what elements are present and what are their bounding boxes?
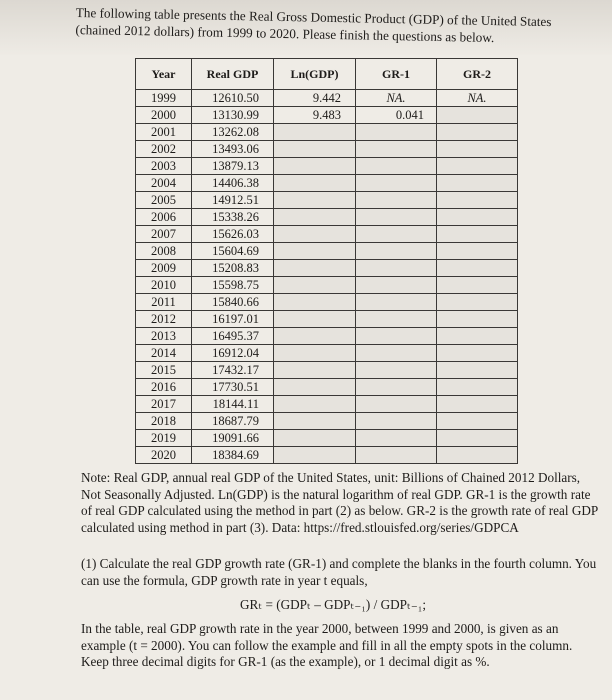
header-gr2: GR-2: [437, 59, 518, 90]
cell-ln-gdp: [274, 277, 356, 294]
cell-year: 2017: [136, 396, 192, 413]
cell-year: 2016: [136, 379, 192, 396]
table-row: [136, 379, 518, 396]
table-row: [136, 277, 518, 294]
cell-year: 2005: [136, 192, 192, 209]
table-row: [136, 362, 518, 379]
cell-real-gdp: 16197.01: [192, 311, 274, 328]
cell-real-gdp: 18687.79: [192, 413, 274, 430]
cell-gr2: [437, 226, 518, 243]
table-row: [136, 328, 518, 345]
cell-real-gdp: 16495.37: [192, 328, 274, 345]
table-row: [136, 158, 518, 175]
cell-gr1: [356, 243, 437, 260]
table-row: [136, 192, 518, 209]
cell-ln-gdp: [274, 345, 356, 362]
header-year: Year: [136, 59, 192, 90]
cell-ln-gdp: [274, 430, 356, 447]
cell-ln-gdp: [274, 379, 356, 396]
table-row: [136, 226, 518, 243]
cell-gr1: [356, 226, 437, 243]
table-row: [136, 107, 518, 124]
cell-year: 2018: [136, 413, 192, 430]
cell-real-gdp: 12610.50: [192, 90, 274, 107]
cell-gr1: [356, 345, 437, 362]
cell-gr1: [356, 209, 437, 226]
gdp-table: [135, 58, 518, 464]
cell-gr2: [437, 430, 518, 447]
cell-real-gdp: 15338.26: [192, 209, 274, 226]
cell-gr2: [437, 158, 518, 175]
cell-year: 2019: [136, 430, 192, 447]
cell-gr1: [356, 396, 437, 413]
cell-gr2: [437, 175, 518, 192]
cell-gr2: [437, 209, 518, 226]
cell-ln-gdp: 9.483: [274, 107, 356, 124]
table-row: [136, 90, 518, 107]
cell-real-gdp: 13262.08: [192, 124, 274, 141]
table-row: [136, 260, 518, 277]
cell-gr1: [356, 175, 437, 192]
cell-ln-gdp: [274, 396, 356, 413]
cell-gr2: [437, 192, 518, 209]
cell-year: 2020: [136, 447, 192, 464]
cell-ln-gdp: 9.442: [274, 90, 356, 107]
cell-gr2: [437, 396, 518, 413]
cell-gr1: [356, 413, 437, 430]
cell-gr2: [437, 277, 518, 294]
growth-rate-formula: GRₜ = (GDPₜ – GDPₜ₋₁) / GDPₜ₋₁;: [240, 597, 427, 612]
cell-gr1: [356, 192, 437, 209]
header-real-gdp: Real GDP: [192, 59, 274, 90]
cell-real-gdp: 13130.99: [192, 107, 274, 124]
cell-year: 2011: [136, 294, 192, 311]
cell-year: 2006: [136, 209, 192, 226]
cell-year: 2002: [136, 141, 192, 158]
cell-real-gdp: 17730.51: [192, 379, 274, 396]
cell-ln-gdp: [274, 328, 356, 345]
cell-real-gdp: 16912.04: [192, 345, 274, 362]
cell-ln-gdp: [274, 226, 356, 243]
cell-year: 2008: [136, 243, 192, 260]
cell-gr2: [437, 379, 518, 396]
cell-gr2: [437, 294, 518, 311]
cell-year: 2001: [136, 124, 192, 141]
cell-year: 2012: [136, 311, 192, 328]
question-1-text: (1) Calculate the real GDP growth rate (GR-1) and complete the blanks in the fourth column. You can use the formula, GDP growth rate in year t equals,: [81, 556, 597, 588]
cell-real-gdp: 13879.13: [192, 158, 274, 175]
cell-gr2: NA.: [437, 90, 518, 107]
cell-gr2: [437, 362, 518, 379]
table-row: [136, 175, 518, 192]
cell-real-gdp: 15208.83: [192, 260, 274, 277]
cell-year: 2003: [136, 158, 192, 175]
cell-gr2: [437, 243, 518, 260]
cell-gr1: [356, 158, 437, 175]
cell-real-gdp: 19091.66: [192, 430, 274, 447]
cell-gr1: [356, 328, 437, 345]
cell-real-gdp: 15598.75: [192, 277, 274, 294]
cell-real-gdp: 15626.03: [192, 226, 274, 243]
cell-gr2: [437, 328, 518, 345]
cell-gr2: [437, 447, 518, 464]
table-row: [136, 413, 518, 430]
cell-year: 2015: [136, 362, 192, 379]
cell-real-gdp: 17432.17: [192, 362, 274, 379]
table-row: [136, 396, 518, 413]
cell-ln-gdp: [274, 243, 356, 260]
cell-ln-gdp: [274, 209, 356, 226]
cell-year: 2007: [136, 226, 192, 243]
cell-year: 2000: [136, 107, 192, 124]
cell-year: 2010: [136, 277, 192, 294]
cell-gr2: [437, 141, 518, 158]
question-1-continued-text: In the table, real GDP growth rate in the year 2000, between 1999 and 2000, is given as an example (t = 2000). You can follow the example and fill in all the empty spots in the column. Keep three decimal digits for GR-1 (as the example), or 1 decimal digit as %.: [81, 621, 573, 669]
table-row: [136, 345, 518, 362]
cell-gr2: [437, 413, 518, 430]
header-ln-gdp: Ln(GDP): [274, 59, 356, 90]
table-row: [136, 124, 518, 141]
cell-gr1: [356, 260, 437, 277]
gdp-table-container: [135, 58, 518, 464]
cell-ln-gdp: [274, 175, 356, 192]
cell-real-gdp: 15840.66: [192, 294, 274, 311]
table-body: [136, 90, 518, 464]
cell-real-gdp: 15604.69: [192, 243, 274, 260]
cell-gr1: [356, 447, 437, 464]
cell-ln-gdp: [274, 141, 356, 158]
cell-gr2: [437, 345, 518, 362]
cell-ln-gdp: [274, 124, 356, 141]
table-row: [136, 243, 518, 260]
table-row: [136, 430, 518, 447]
cell-gr1: [356, 311, 437, 328]
cell-ln-gdp: [274, 311, 356, 328]
cell-gr1: [356, 141, 437, 158]
cell-year: 2009: [136, 260, 192, 277]
cell-real-gdp: 18144.11: [192, 396, 274, 413]
cell-gr1: 0.041: [356, 107, 437, 124]
cell-real-gdp: 18384.69: [192, 447, 274, 464]
table-row: [136, 209, 518, 226]
cell-ln-gdp: [274, 294, 356, 311]
cell-ln-gdp: [274, 362, 356, 379]
cell-ln-gdp: [274, 447, 356, 464]
cell-gr1: [356, 430, 437, 447]
cell-ln-gdp: [274, 158, 356, 175]
cell-year: 2014: [136, 345, 192, 362]
cell-gr1: [356, 362, 437, 379]
cell-gr2: [437, 124, 518, 141]
cell-gr2: [437, 260, 518, 277]
cell-gr1: [356, 124, 437, 141]
cell-gr1: [356, 277, 437, 294]
table-row: [136, 294, 518, 311]
header-gr1: GR-1: [356, 59, 437, 90]
cell-gr1: [356, 379, 437, 396]
cell-year: 1999: [136, 90, 192, 107]
table-row: [136, 447, 518, 464]
table-row: [136, 141, 518, 158]
cell-gr2: [437, 107, 518, 124]
table-row: [136, 311, 518, 328]
intro-text: The following table presents the Real Gross Domestic Product (GDP) of the United States (chained 2012 dollars) from 1999 to 2020. Please finish the questions as below.: [75, 4, 552, 46]
cell-gr1: [356, 294, 437, 311]
cell-real-gdp: 13493.06: [192, 141, 274, 158]
cell-real-gdp: 14912.51: [192, 192, 274, 209]
cell-ln-gdp: [274, 413, 356, 430]
cell-gr2: [437, 311, 518, 328]
cell-year: 2013: [136, 328, 192, 345]
table-header-row: [136, 59, 518, 90]
cell-ln-gdp: [274, 260, 356, 277]
note-text: Note: Real GDP, annual real GDP of the United States, unit: Billions of Chained 2012 Dollars, Not Seasonally Adjusted. Ln(GDP) is the natural logarithm of real GDP. GR-1 is the growth rate of real GDP calculated using the method in part (2) as below. GR-2 is the growth rate of real GDP calculated using method in part (3). Data: https://fred.stlouisfed.org/series/GDPCA: [81, 470, 598, 535]
cell-ln-gdp: [274, 192, 356, 209]
cell-year: 2004: [136, 175, 192, 192]
cell-real-gdp: 14406.38: [192, 175, 274, 192]
cell-gr1: NA.: [356, 90, 437, 107]
